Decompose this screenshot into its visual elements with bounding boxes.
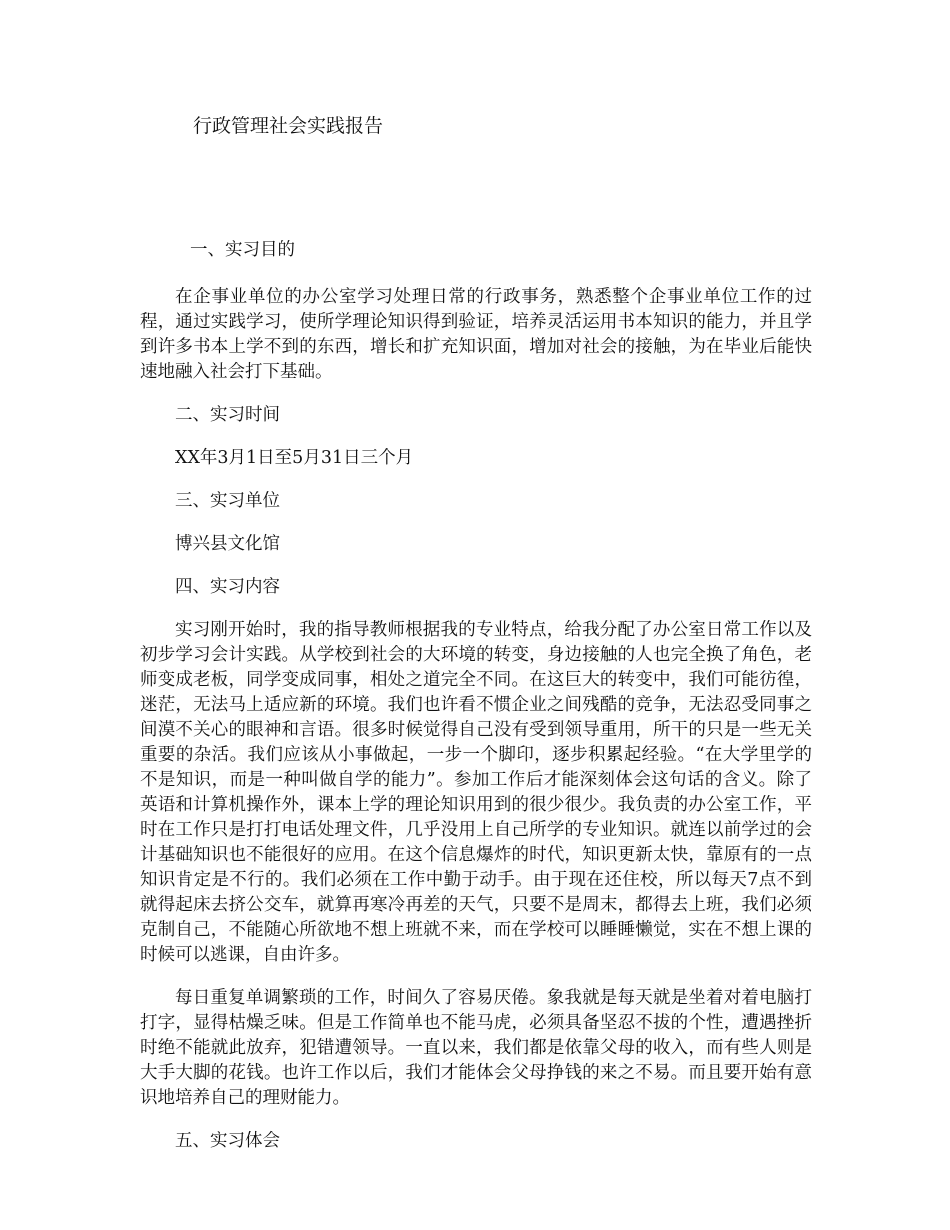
section-4-paragraph-2: 每日重复单调繁琐的工作，时间久了容易厌倦。象我就是每天就是坐着对着电脑打打字，显得枯燥乏味。但是工作简单也不能马虎，必须具备坚忍不拔的个性，遭遇挫折时绝不能就此放弃，犯错遭领导。一直以来，我们都是依靠父母的收入，而有些人则是大手大脚的花钱。也许工作以后，我们才能体会父母挣钱的来之不易。而且要开始有意识地培养自己的理财能力。 bbox=[140, 988, 812, 1108]
internship-period: XX年3月1日至5月31日三个月 bbox=[175, 448, 414, 468]
section-heading-4: 四、实习内容 bbox=[175, 577, 280, 597]
section-1-paragraph: 在企事业单位的办公室学习处理日常的行政事务，熟悉整个企事业单位工作的过程，通过实践学习，使所学理论知识得到验证，培养灵活运用书本知识的能力，并且学到许多书本上学不到的东西，增长和扩充知识面，增加对社会的接触，为在毕业后能快速地融入社会打下基础。 bbox=[140, 287, 812, 382]
section-heading-3: 三、实习单位 bbox=[175, 491, 280, 511]
section-heading-1: 一、实习目的 bbox=[190, 240, 295, 260]
internship-unit: 博兴县文化馆 bbox=[175, 534, 280, 554]
document-title: 行政管理社会实践报告 bbox=[193, 115, 384, 137]
section-heading-5: 五、实习体会 bbox=[175, 1131, 280, 1151]
section-heading-2: 二、实习时间 bbox=[175, 405, 280, 425]
section-4-paragraph-1: 实习刚开始时，我的指导教师根据我的专业特点，给我分配了办公室日常工作以及初步学习会计实践。从学校到社会的大环境的转变，身边接触的人也完全换了角色，老师变成老板，同学变成同事，相处之道完全不同。在这巨大的转变中，我们可能彷徨，迷茫，无法马上适应新的环境。我们也许看不惯企业之间残酷的竞争，无法忍受同事之间漠不关心的眼神和言语。很多时候觉得自己没有受到领导重用，所干的只是一些无关重要的杂活。我们应该从小事做起，一步一个脚印，逐步积累起经验。“在大学里学的不是知识，而是一种叫做自学的能力”。参加工作后才能深刻体会这句话的含义。除了英语和计算机操作外，课本上学的理论知识用到的很少很少。我负责的办公室工作，平时在工作只是打打电话处理文件，几乎没用上自己所学的专业知识。就连以前学过的会计基础知识也不能很好的应用。在这个信息爆炸的时代，知识更新太快，靠原有的一点知识肯定是不行的。我们必须在工作中勤于动手。由于现在还住校，所以每天7点不到就得起床去挤公交车，就算再寒冷再差的天气，只要不是周末，都得去上班，我们必须克制自己，不能随心所欲地不想上班就不来，而在学校可以睡睡懒觉，实在不想上课的时候可以逃课，自由许多。 bbox=[140, 620, 812, 965]
document-body bbox=[140, 238, 812, 1172]
